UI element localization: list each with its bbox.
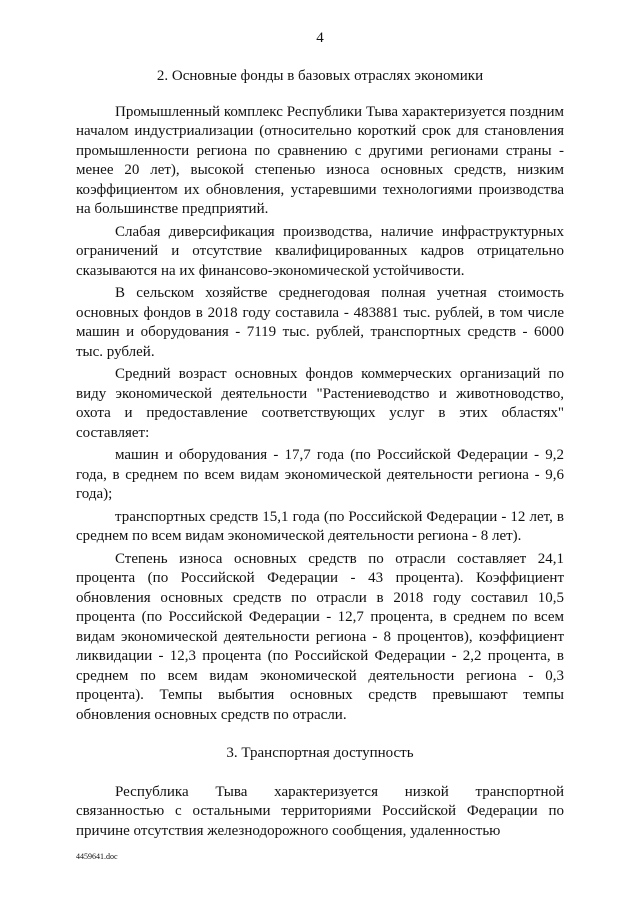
paragraph-depreciation: Степень износа основных средств по отрасли составляет 24,1 процента (по Российской Федерации - 43 процента). Коэффициент обновления основных средств по отрасли в 2018 году составил 10,5 процента (по Российской Федерации - 12,7 процента, в среднем по всем видам экономической деятельности региона - 8 процентов), коэффициент ликвидации - 12,3 процента (по Российской Федерации - 2,2 процента, в среднем по всем видам экономической деятельности региона - 0,3 процента). Темпы выбытия основных средств превышают темпы обновления основных средств по отрасли. xyxy=(76,550,564,723)
document-footer-filename: 4459641.doc xyxy=(76,852,118,861)
paragraph-transport-connectivity: Республика Тыва характеризуется низкой транспортной связанностью с остальными территориями Российской Федерации по причине отсутствия железнодорожного сообщения, удаленностью xyxy=(76,783,564,839)
document-body xyxy=(76,67,564,844)
paragraph-average-age: Средний возраст основных фондов коммерческих организаций по виду экономической деятельности "Растениеводство и животноводство, охота и предоставление соответствующих услуг в этих областях" составляет: xyxy=(76,366,564,441)
paragraph-vehicles-age: транспортных средств 15,1 года (по Российской Федерации - 12 лет, в среднем по всем видам экономической деятельности региона - 8 лет). xyxy=(76,508,564,544)
section-heading-fixed-assets: 2. Основные фонды в базовых отраслях экономики xyxy=(156,68,484,84)
paragraph-diversification: Слабая диверсификация производства, наличие инфраструктурных ограничений и отсутствие квалифицированных кадров отрицательно сказываются на их финансово-экономической устойчивости. xyxy=(76,223,564,279)
page-number: 4 xyxy=(316,30,324,46)
section-heading-transport: 3. Транспортная доступность xyxy=(226,745,414,761)
paragraph-machinery-age: машин и оборудования - 17,7 года (по Российской Федерации - 9,2 года, в среднем по всем видам экономической деятельности региона - 9,6 года); xyxy=(76,447,564,502)
paragraph-agriculture-assets: В сельском хозяйстве среднегодовая полная учетная стоимость основных фондов в 2018 году составила - 483881 тыс. рублей, в том числе машин и оборудования - 7119 тыс. рублей, транспортных средств - 6000 тыс. рублей. xyxy=(76,285,564,360)
paragraph-industrial-complex: Промышленный комплекс Республики Тыва характеризуется поздним началом индустриализации (относительно короткий срок для становления промышленности региона по сравнению с другими регионами страны - менее 20 лет), высокой степенью износа основных средств, низким коэффициентом их обновления, устаревшими технологиями производства на большинстве предприятий. xyxy=(76,103,564,217)
